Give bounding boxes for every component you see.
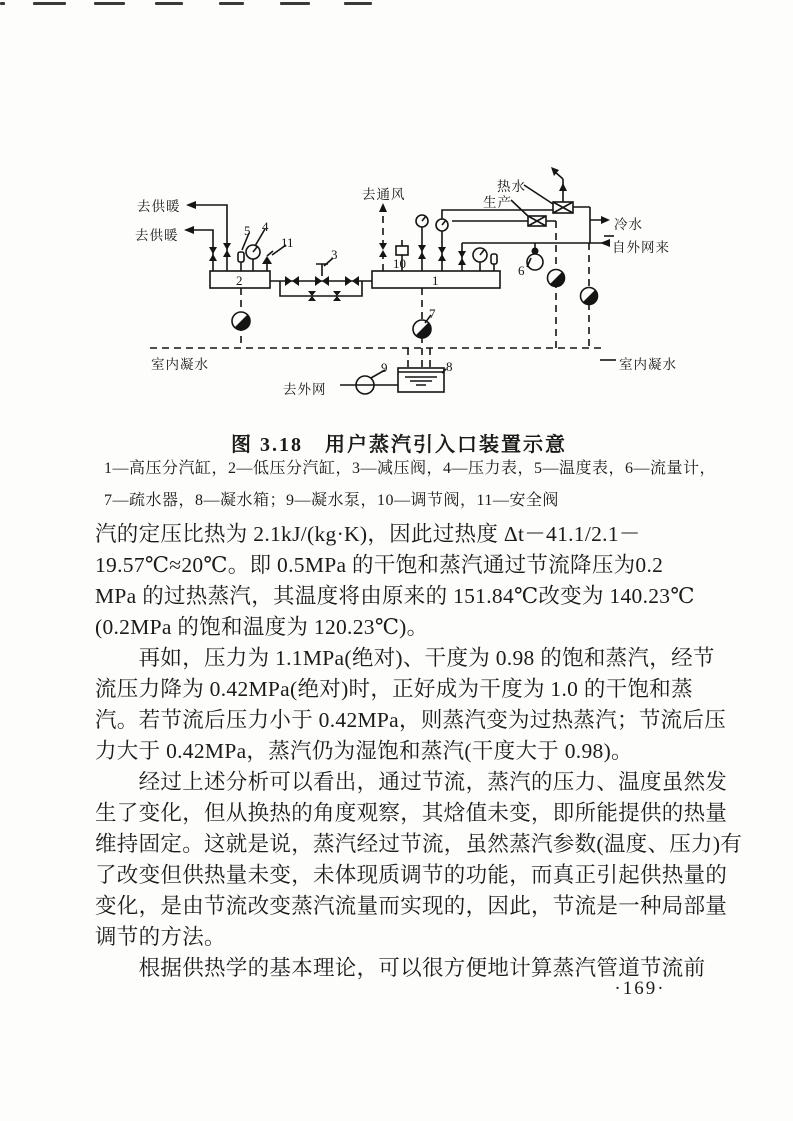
label-from-external-network: 自外网来 [612,240,670,255]
thermometer-small [491,254,497,271]
scan-artifact-dash [33,2,66,5]
body-line: 汽的定压比热为 2.1kJ/(kg·K)，因此过热度 Δt－41.1/2.1－ [95,522,641,546]
label-condensate-left: 室内凝水 [151,357,209,372]
body-line: (0.2MPa 的饱和温度为 120.23℃)。 [95,615,429,639]
safety-valve-11 [262,251,273,271]
body-line: MPa 的过热蒸汽，其温度将由原来的 151.84℃改变为 140.23℃ [95,584,695,608]
legend-line: 7—疏水器，8—凝水箱；9—凝水泵，10—调节阀，11—安全阀 [104,492,559,509]
body-line: 了改变但供热量未变，未体现质调节的功能，而真正引起供热量的 [95,863,728,887]
body-line: 汽。若节流后压力小于 0.42MPa，则蒸汽变为过热蒸汽；节流后压 [95,708,727,732]
legend-line: 1—高压分汽缸，2—低压分汽缸，3—减压阀，4—压力表，5—温度表，6—流量计， [104,460,717,477]
scan-artifact-dash [219,2,244,5]
body-line: 力大于 0.42MPa，蒸汽仍为湿饱和蒸汽(干度大于 0.98)。 [95,739,633,763]
pressure-gauge-4 [246,245,260,271]
trap-drop-right-a [544,221,568,348]
body-line: 调节的方法。 [95,925,226,949]
condensate-pump-9 [340,370,398,394]
component-number-6: 6 [518,263,525,278]
cold-water-line [573,207,610,243]
body-line: 再如，压力为 1.1MPa(绝对)、干度为 0.98 的饱和蒸汽，经节 [95,646,715,670]
component-number-3: 3 [331,247,338,262]
body-line: 流压力降为 0.42MPa(绝对)时，正好成为干度为 1.0 的干饱和蒸 [95,677,693,701]
component-number-1: 1 [432,273,439,288]
gauge-riser-a [416,215,428,271]
thermometer-5 [238,252,244,271]
component-number-10: 10 [393,256,406,271]
figure-legend [104,453,717,517]
ventilation-riser [379,203,387,271]
heating-supply-pipes [184,201,231,271]
cylinder-2-drain [228,288,253,348]
body-line: 19.57℃≈20℃。即 0.5MPa 的干饱和蒸汽通过节流降压为0.2 [95,553,664,577]
main-line-and-bypass [270,258,372,301]
label-to-heating-lower: 去供暖 [135,228,179,243]
body-line: 维持固定。这就是说，蒸汽经过节流，虽然蒸汽参数(温度、压力)有 [95,832,743,856]
component-number-2: 2 [236,273,243,288]
component-number-9: 9 [381,360,388,375]
pressure-reducing-valve-3 [316,264,328,276]
hot-water-exchanger [524,167,573,213]
body-line: 经过上述分析可以看出，通过节流，蒸汽的压力、温度虽然发 [95,770,728,794]
body-text [95,519,743,984]
body-line: 生了变化，但从换热的角度观察，其焓值未变，即所能提供的热量 [95,801,728,825]
scan-artifact-dash [280,2,310,5]
label-production: 生产 [483,195,512,210]
flow-meter-6 [527,243,543,270]
page-number: ·169· [614,978,666,999]
component-number-5: 5 [244,223,251,238]
scan-artifact-dash [155,2,183,5]
label-to-ventilation: 去通风 [362,187,406,202]
label-cold-water: 冷水 [614,217,643,232]
steam-trap-7 [409,288,434,368]
component-number-11: 11 [281,235,294,250]
label-to-external-network: 去外网 [283,382,327,397]
figure-3-18-diagram [90,163,710,418]
body-line: 变化，是由节流改变蒸汽流量而实现的，因此，节流是一种局部量 [95,894,728,918]
gauge-riser-c [473,248,487,271]
body-line: 根据供热学的基本理论，可以很方便地计算蒸汽管道节流前 [95,956,706,980]
scan-artifact-dash [94,2,125,5]
trap-drop-right-b [577,243,601,348]
scan-artifact-dash [344,2,372,5]
component-number-7: 7 [429,306,436,321]
figure-caption: 图 3.18 用户蒸汽引入口装置示意 [231,434,567,456]
scan-artifact-dash [0,2,5,5]
label-to-heating-upper: 去供暖 [137,199,181,214]
label-hot-water: 热水 [497,179,526,194]
component-number-8: 8 [446,359,453,374]
label-condensate-right: 室内凝水 [619,357,677,372]
component-number-4: 4 [262,219,269,234]
